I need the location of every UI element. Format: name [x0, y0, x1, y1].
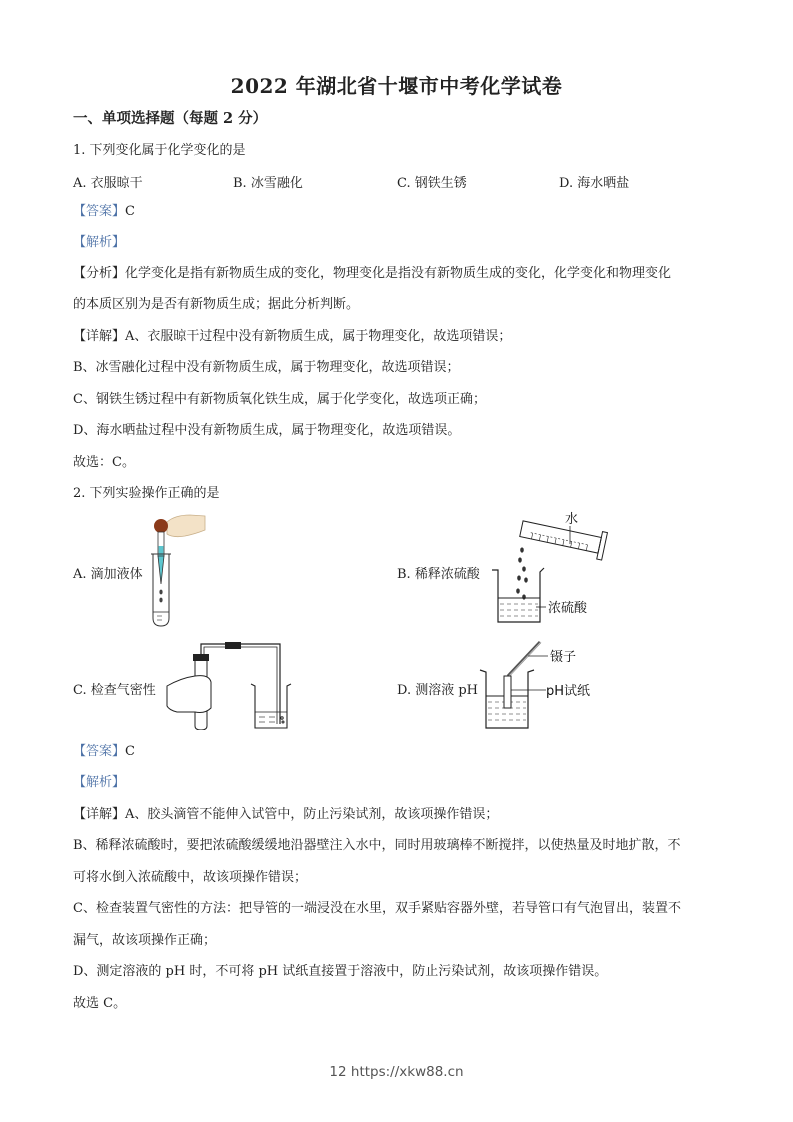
q1-conclusion: 故选：C。 [73, 455, 135, 470]
q2-option-b-label: B. 稀释浓硫酸 [397, 567, 480, 582]
answer-label: 【答案】 [73, 744, 126, 759]
q1-option-b: B. 冰雪融化 [233, 176, 303, 191]
ph-paper-label: pH试纸 [546, 684, 591, 699]
q2-option-c-label: C. 检查气密性 [73, 683, 156, 698]
q2-stem: 2. 下列实验操作正确的是 [73, 486, 220, 501]
q2-detail-line6: D、测定溶液的 pH 时，不可将 pH 试纸直接置于溶液中，防止污染试剂，故该项操作错误。 [73, 964, 608, 979]
q2-answer [73, 743, 135, 761]
q2-detail-line3: 可将水倒入浓硫酸中，故该项操作错误； [73, 870, 308, 885]
q1-fenxi-line2: 的本质区别为是否有新物质生成；据此分析判断。 [73, 297, 360, 312]
hand-icon [167, 676, 211, 713]
q1-answer [73, 203, 135, 221]
answer-value: C [125, 744, 135, 759]
q2-analysis-label: 【解析】 [73, 775, 126, 790]
q2-detail-line4: C、检查装置气密性的方法：把导管的一端浸没在水里，双手紧贴容器外壁，若导管口有气泡冒出，装置不 [73, 901, 681, 916]
q1-detail-line3: C、钢铁生锈过程中有新物质氧化铁生成，属于化学变化，故选项正确； [73, 392, 486, 407]
q1-option-a: A. 衣服晾干 [73, 176, 143, 191]
q1-analysis-label: 【解析】 [73, 235, 126, 250]
answer-label: 【答案】 [73, 204, 126, 219]
conc-acid-label: 浓硫酸 [548, 601, 588, 616]
page-title: 2022 年湖北省十堰市中考化学试卷 [230, 74, 563, 98]
q2-detail-line1: 【详解】A、胶头滴管不能伸入试管中，防止污染试剂，故该项操作错误； [73, 807, 499, 822]
water-label: 水 [565, 512, 579, 527]
q2-option-d-label: D. 测溶液 pH [397, 683, 479, 698]
q2-detail-line2: B、稀释浓硫酸时，要把浓硫酸缓缓地沿器壁注入水中，同时用玻璃棒不断搅拌，以使热量及时地扩散，不 [73, 838, 681, 853]
hand-icon [167, 515, 205, 537]
q1-detail-line2: B、冰雪融化过程中没有新物质生成，属于物理变化，故选项错误； [73, 360, 460, 375]
fenxi-label: 【分析】 [73, 266, 126, 281]
dropper-test-tube-figure [145, 512, 215, 628]
detail-label: 【详解】 [73, 807, 126, 822]
airtightness-check-figure [165, 638, 305, 730]
q1-detail-line1: 【详解】A、衣服晾干过程中没有新物质生成，属于物理变化，故选项错误； [73, 329, 512, 344]
q1-stem: 1. 下列变化属于化学变化的是 [73, 143, 246, 158]
page-footer: 12 https://xkw88.cn [329, 1064, 464, 1080]
answer-value: C [125, 204, 135, 219]
q2-detail-line5: 漏气，故该项操作正确； [73, 933, 217, 948]
tweezers-label: 镊子 [550, 650, 577, 665]
section-heading: 一、单项选择题（每题 2 分） [73, 110, 268, 127]
q1-option-d: D. 海水晒盐 [559, 176, 630, 191]
q1-detail-line4: D、海水晒盐过程中没有新物质生成，属于物理变化，故选项错误。 [73, 423, 461, 438]
dilute-acid-figure [490, 510, 620, 628]
q1-option-c: C. 钢铁生锈 [397, 176, 467, 191]
ph-test-figure [478, 638, 608, 732]
q2-conclusion: 故选 C。 [73, 996, 127, 1011]
detail-label: 【详解】 [73, 329, 126, 344]
q1-fenxi-line1: 【分析】化学变化是指有新物质生成的变化，物理变化是指没有新物质生成的变化，化学变化和物理变化 [73, 266, 672, 281]
q2-option-a-label: A. 滴加液体 [73, 567, 143, 582]
